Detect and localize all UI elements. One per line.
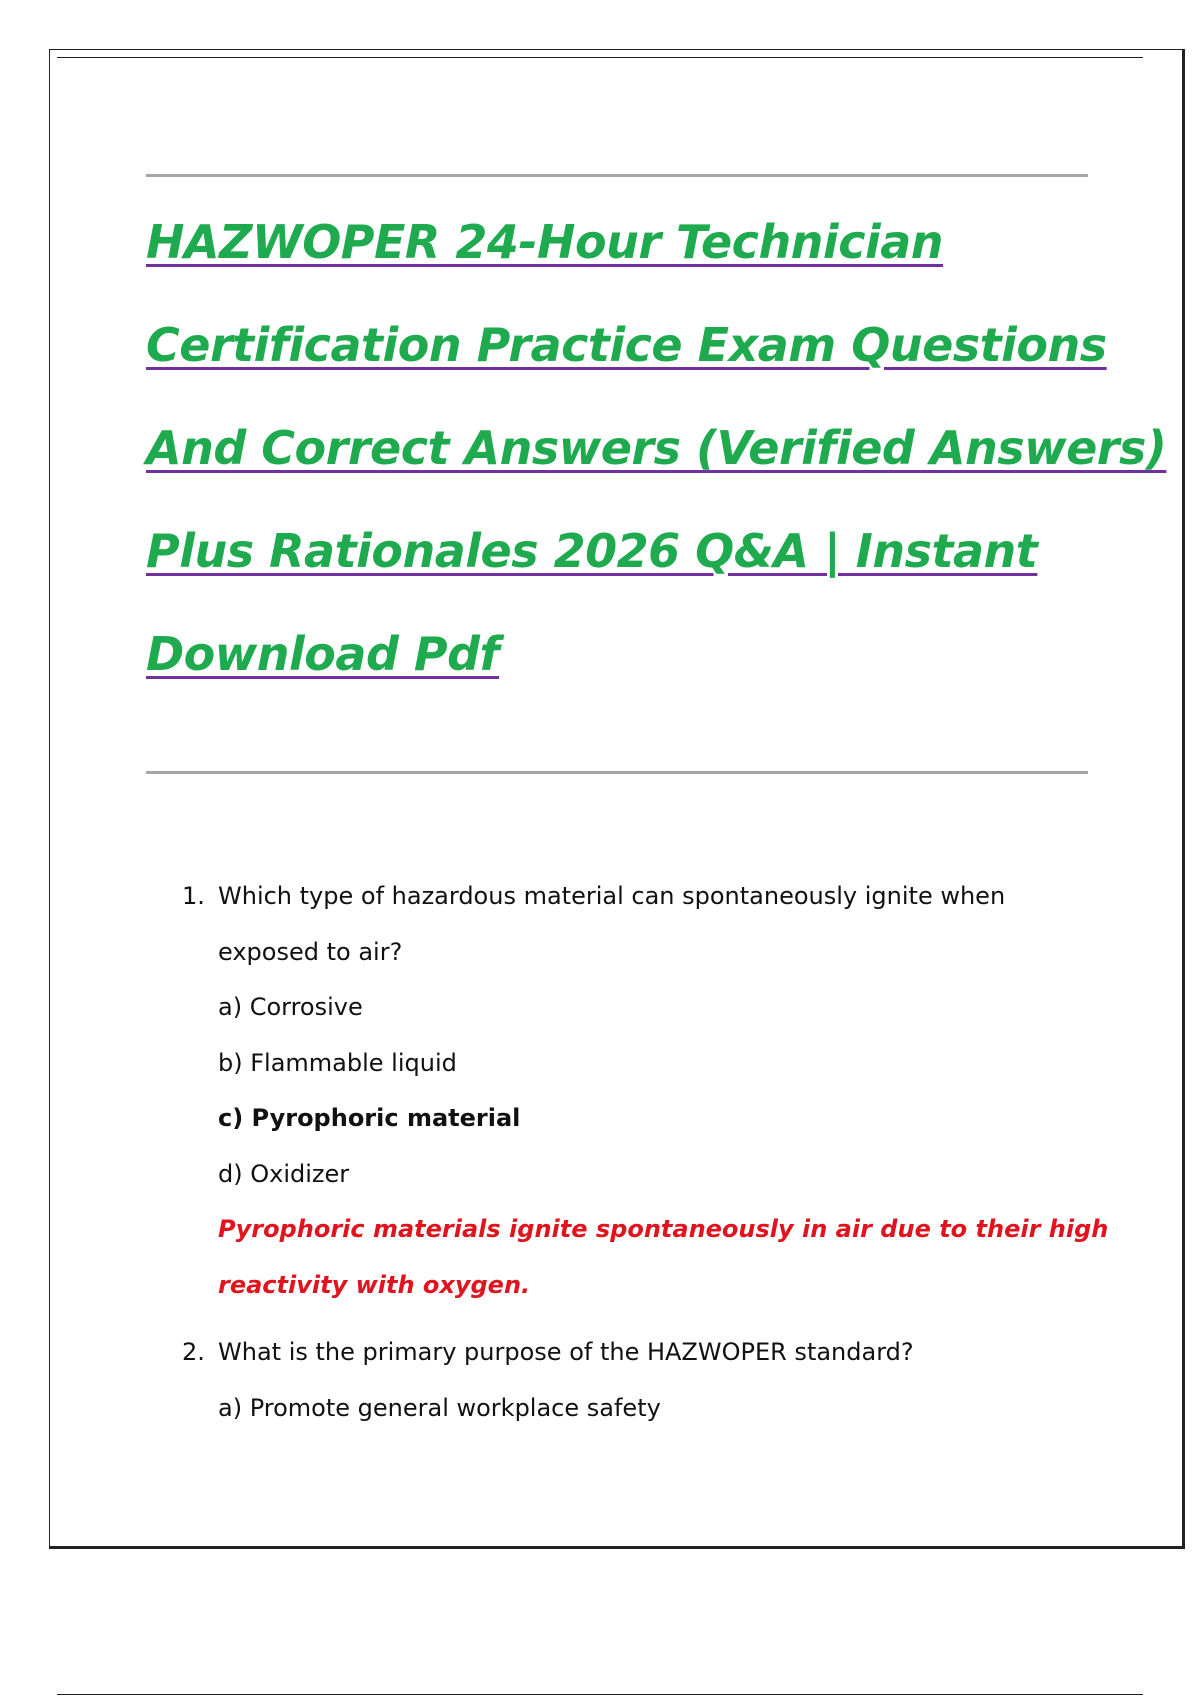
title-line-1 [146,212,1106,315]
question-1-option-a: a) Corrosive [218,993,363,1021]
title-line-4 [146,521,1106,624]
title-line-1-text: HAZWOPER 24-Hour Technician [146,215,944,269]
question-2-text-line-1: What is the primary purpose of the HAZWOPER standard? [218,1338,914,1366]
title-line-3 [146,418,1167,521]
question-1-text-line-2: exposed to air? [218,938,403,966]
title-line-5 [146,624,1106,727]
question-1-option-d: d) Oxidizer [218,1160,350,1188]
title-line-5-text: Download Pdf [146,627,500,681]
question-1-number: 1. [182,882,205,910]
question-2-option-a: a) Promote general workplace safety [218,1394,661,1422]
title-line-4-text: Plus Rationales 2026 Q&A | Instant [146,524,1038,578]
title-bottom-divider [146,771,1088,774]
question-1-rationale-line-2: reactivity with oxygen. [218,1271,531,1299]
question-1-rationale-line-1: Pyrophoric materials ignite spontaneously in air due to their high [218,1215,1109,1243]
title-line-2 [146,315,1106,418]
title-top-divider [146,174,1088,177]
question-1-text-line-1: Which type of hazardous material can spontaneously ignite when [218,882,1006,910]
question-2-number: 2. [182,1338,205,1366]
frame-top-rule [57,57,1143,58]
question-1-option-b: b) Flammable liquid [218,1049,457,1077]
title-line-2-text: Certification Practice Exam Questions [146,318,1107,372]
document-title [146,212,1167,727]
next-page-top-rule [57,1694,1143,1695]
question-1-option-c-correct: c) Pyrophoric material [218,1104,521,1132]
title-line-3-text: And Correct Answers (Verified Answers) [146,421,1167,475]
